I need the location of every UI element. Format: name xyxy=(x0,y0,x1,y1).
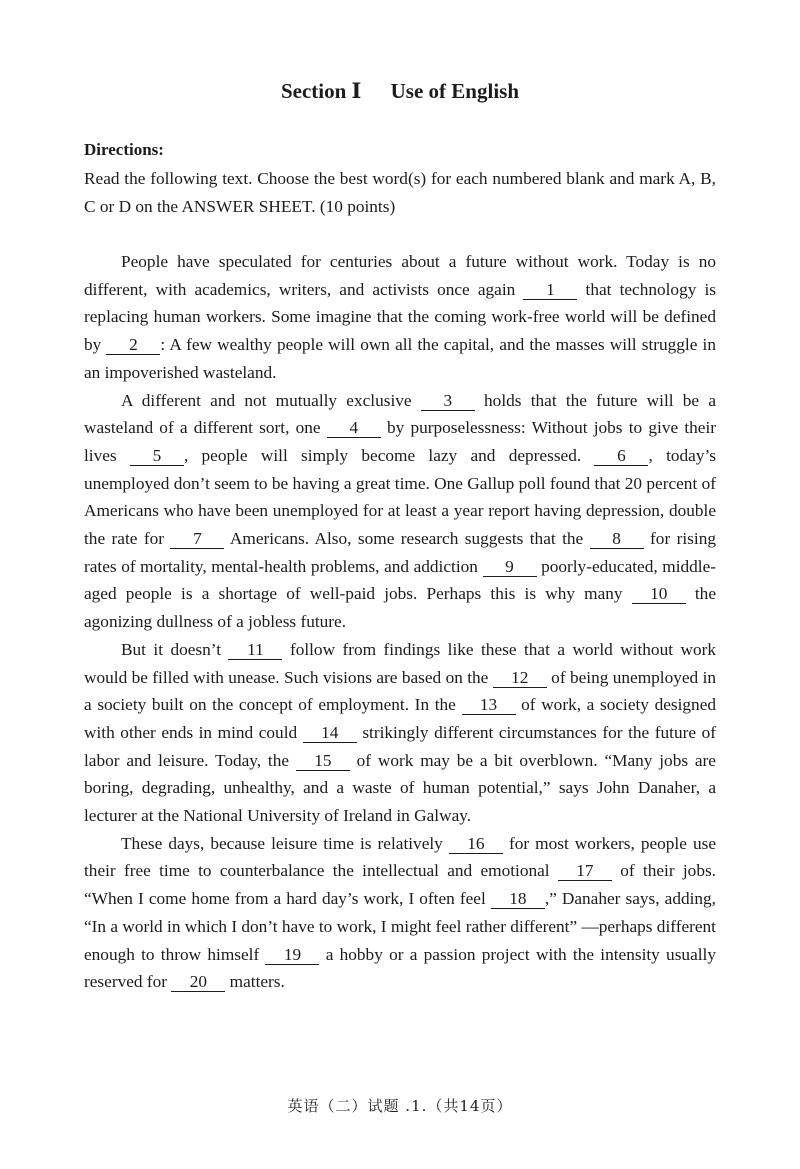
passage-text: strikingly different circumstances for the future of labor and leisure. Today, the xyxy=(84,722,716,770)
blank-3: 3 xyxy=(421,392,475,411)
passage-text: matters. xyxy=(229,972,285,992)
paragraph-3 xyxy=(84,636,716,830)
passage-text: of work may be a bit overblown. “Many jobs are boring, degrading, unhealthy, and a waste of human potential,” says John Danaher, a lecturer at the National University of Ireland in Galway. xyxy=(84,750,716,826)
blank-15: 15 xyxy=(296,752,350,771)
passage-text: of work, a society designed with other ends in mind could xyxy=(84,695,717,742)
passage-text: , today’s unemployed don’t seem to be having a great time. One Gallup poll found that 20 percent of Americans who have been unemployed for at least a year report having depression, double the rate for xyxy=(84,445,717,549)
paragraph-2 xyxy=(84,387,716,636)
blank-17: 17 xyxy=(558,862,612,881)
blank-20: 20 xyxy=(171,973,225,992)
blank-9: 9 xyxy=(483,558,537,577)
reading-passage xyxy=(84,248,716,996)
passage-text: Americans. Also, some research suggests that the xyxy=(229,529,584,549)
page-footer: 英语（二）试题 .1.（共14页） xyxy=(287,1097,513,1115)
blank-8: 8 xyxy=(590,530,644,549)
blank-2: 2 xyxy=(106,336,160,355)
blank-16: 16 xyxy=(449,835,503,854)
blank-12: 12 xyxy=(493,669,547,688)
passage-text: that technology is replacing human workers. Some imagine that the coming work-free world will be defined by xyxy=(84,279,716,355)
passage-text: the agonizing dullness of a jobless future. xyxy=(84,584,716,632)
passage-text: poorly-educated, middle-aged people is a shortage of well-paid jobs. Perhaps this is why many xyxy=(84,556,717,604)
blank-6: 6 xyxy=(594,447,648,466)
passage-text: ,” Danaher says, adding, “In a world in which I don’t have to work, I might feel rather different” —perhaps different enough to throw himself xyxy=(84,889,716,964)
blank-4: 4 xyxy=(327,419,381,438)
section-title xyxy=(84,76,716,106)
blank-10: 10 xyxy=(632,585,686,604)
paragraph-4 xyxy=(84,830,716,996)
directions-text: Read the following text. Choose the best word(s) for each numbered blank and mark A, B, C or D on the ANSWER SHEET. (10 points) xyxy=(84,169,716,216)
passage-text: These days, because leisure time is relatively xyxy=(121,833,443,853)
passage-text: People have speculated for centuries about a future without work. Today is no different, with academics, writers, and activists once again xyxy=(84,252,716,299)
passage-text: follow from findings like these that a world without work would be filled with unease. Such visions are based on the xyxy=(84,639,716,687)
directions-heading: Directions: xyxy=(84,140,164,159)
passage-text: for rising rates of mortality, mental-health problems, and addiction xyxy=(84,529,716,576)
blank-14: 14 xyxy=(303,724,357,743)
passage-text: , people will simply become lazy and depressed. xyxy=(183,445,582,465)
section-name: Use of English xyxy=(390,79,519,103)
passage-text: A different and not mutually exclusive xyxy=(121,390,412,410)
section-number: Section Ⅰ xyxy=(280,79,362,103)
blank-1: 1 xyxy=(523,281,577,300)
passage-text: of being unemployed in a society built on the concept of employment. In the xyxy=(84,667,717,715)
blank-7: 7 xyxy=(170,530,224,549)
passage-text: : A few wealthy people will own all the capital, and the masses will struggle in an impoverished wasteland. xyxy=(84,335,716,382)
blank-19: 19 xyxy=(265,946,319,965)
passage-text: of their jobs. “When I come home from a hard day’s work, I often feel xyxy=(84,861,717,909)
blank-11: 11 xyxy=(228,641,282,660)
blank-13: 13 xyxy=(462,696,516,715)
passage-text: a hobby or a passion project with the intensity usually reserved for xyxy=(84,944,716,992)
blank-5: 5 xyxy=(130,447,184,466)
blank-18: 18 xyxy=(491,890,545,909)
passage-text: But it doesn’t xyxy=(121,639,222,659)
passage-text: for most workers, people use their free time to counterbalance the intellectual and emotional xyxy=(84,833,716,881)
passage-text: by purposelessness: Without jobs to give their lives xyxy=(84,418,717,465)
passage-text: holds that the future will be a wasteland of a different sort, one xyxy=(84,390,716,438)
paragraph-1 xyxy=(84,248,716,387)
